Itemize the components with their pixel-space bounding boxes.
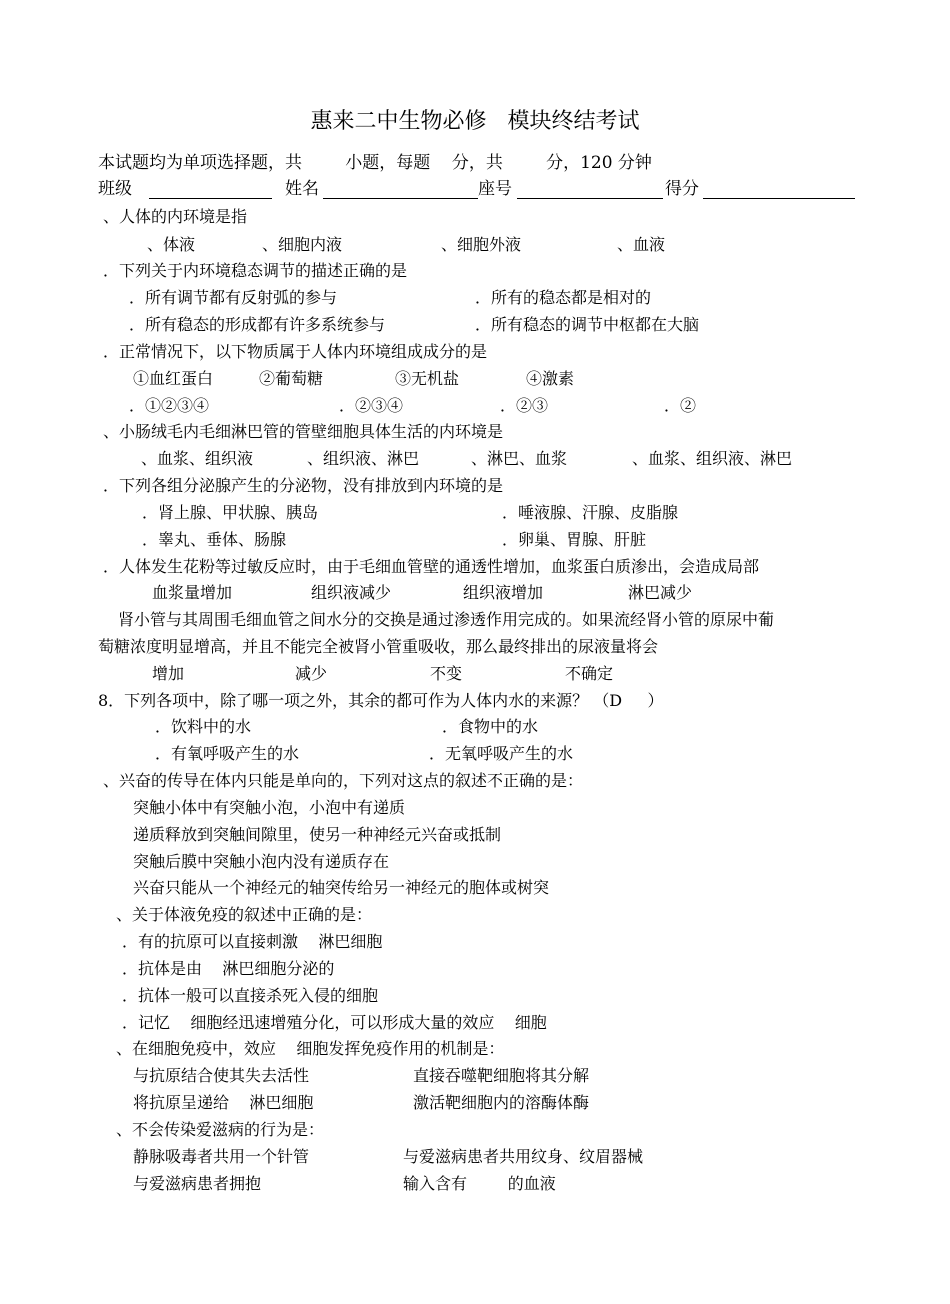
class-blank[interactable] xyxy=(149,198,272,199)
question-line: 与抗原结合使其失去活性 xyxy=(133,1066,310,1085)
question-line: ．①②③④ xyxy=(129,396,210,415)
question-line: 血浆量增加 xyxy=(152,583,233,602)
question-line: ．人体发生花粉等过敏反应时，由于毛细血管壁的通透性增加，血浆蛋白质渗出，会造成局部 xyxy=(103,557,760,576)
question-line: ．肾上腺、甲状腺、胰岛 xyxy=(142,503,319,522)
question-line: 、血液 xyxy=(617,235,666,254)
question-line: ．有的抗原可以直接刺激 淋巴细胞 xyxy=(122,932,383,951)
question-line: ．睾丸、垂体、肠腺 xyxy=(142,530,287,549)
question-line: 、不会传染爱滋病的行为是： xyxy=(116,1120,325,1139)
question-line: 直接吞噬靶细胞将其分解 xyxy=(413,1066,590,1085)
question-line: 、关于体液免疫的叙述中正确的是： xyxy=(116,905,373,924)
question-line: 递质释放到突触间隙里，使另一种神经元兴奋或抵制 xyxy=(133,825,502,844)
question-line: 与爱滋病患者拥抱 xyxy=(133,1174,262,1193)
question-line: ．所有的稳态都是相对的 xyxy=(475,288,652,307)
question-line: ．记忆 细胞经迅速增殖分化，可以形成大量的效应 细胞 xyxy=(122,1013,547,1032)
question-line: 、组织液、淋巴 xyxy=(307,449,420,468)
question-line: ．所有稳态的调节中枢都在大脑 xyxy=(475,315,700,334)
question-line: ．抗体一般可以直接杀死入侵的细胞 xyxy=(122,986,379,1005)
question-line: 、兴奋的传导在体内只能是单向的，下列对这点的叙述不正确的是： xyxy=(103,771,584,790)
question-line: 增加 xyxy=(152,664,185,683)
question-line: ．饮料中的水 xyxy=(155,717,252,736)
seat-blank[interactable] xyxy=(517,198,663,199)
question-line: 激活靶细胞内的溶酶体酶 xyxy=(413,1093,590,1112)
exam-instructions: 本试题均为单项选择题，共 小题，每题 分，共 分，120 分钟 xyxy=(98,153,652,173)
question-line: 将抗原呈递给 淋巴细胞 xyxy=(133,1093,314,1112)
question-line: 不变 xyxy=(430,664,463,683)
question-line: ③无机盐 xyxy=(395,369,460,388)
question-line: ．无氧呼吸产生的水 xyxy=(429,744,574,763)
question-line: 淋巴减少 xyxy=(628,583,693,602)
question-line: 、在细胞免疫中，效应 细胞发挥免疫作用的机制是： xyxy=(116,1039,505,1058)
question-line: ．下列各组分泌腺产生的分泌物，没有排放到内环境的是 xyxy=(103,476,504,495)
question-line: 、体液 xyxy=(147,235,196,254)
question-line: 输入含有 的血液 xyxy=(403,1174,556,1193)
question-line: ．下列关于内环境稳态调节的描述正确的是 xyxy=(103,261,408,280)
question-line: 不确定 xyxy=(565,664,614,683)
question-line: ②葡萄糖 xyxy=(259,369,324,388)
question-line: 兴奋只能从一个神经元的轴突传给另一神经元的胞体或树突 xyxy=(133,878,550,897)
question-line: 静脉吸毒者共用一个针管 xyxy=(133,1147,310,1166)
question-line: 、淋巴、血浆 xyxy=(471,449,568,468)
question-line: 、血浆、组织液、淋巴 xyxy=(632,449,793,468)
score-blank[interactable] xyxy=(703,198,855,199)
question-line: ．②③ xyxy=(500,396,549,415)
question-line: 萄糖浓度明显增高，并且不能完全被肾小管重吸收，那么最终排出的尿液量将会 xyxy=(98,637,659,656)
question-line: 与爱滋病患者共用纹身、纹眉器械 xyxy=(403,1147,644,1166)
question-line: ．卵巢、胃腺、肝脏 xyxy=(502,530,647,549)
question-line: 、人体的内环境是指 xyxy=(103,207,248,226)
question-line: 、细胞内液 xyxy=(262,235,343,254)
question-line: ．正常情况下，以下物质属于人体内环境组成成分的是 xyxy=(103,342,488,361)
question-line: 、血浆、组织液 xyxy=(141,449,254,468)
question-line: 、小肠绒毛内毛细淋巴管的管壁细胞具体生活的内环境是 xyxy=(103,422,504,441)
question-line: ．有氧呼吸产生的水 xyxy=(155,744,300,763)
question-line: 减少 xyxy=(295,664,328,683)
question-line: ．所有调节都有反射弧的参与 xyxy=(129,288,338,307)
class-label: 班级 xyxy=(98,179,132,199)
exam-title: 惠来二中生物必修 模块终结考试 xyxy=(310,109,640,134)
question-line: ．② xyxy=(664,396,697,415)
question-line: 突触小体中有突触小泡，小泡中有递质 xyxy=(133,798,406,817)
question-line: ．唾液腺、汗腺、皮脂腺 xyxy=(502,503,679,522)
question-line: 肾小管与其周围毛细血管之间水分的交换是通过渗透作用完成的。如果流经肾小管的原尿中葡 xyxy=(118,610,775,629)
question-line: ．所有稳态的形成都有许多系统参与 xyxy=(129,315,386,334)
question-line: ．食物中的水 xyxy=(442,717,539,736)
name-label: 姓名 xyxy=(285,179,319,199)
question-line: 8．下列各项中，除了哪一项之外，其余的都可作为人体内水的来源？ （D ） xyxy=(98,691,664,710)
question-line: ④激素 xyxy=(526,369,575,388)
question-line: ．②③④ xyxy=(339,396,404,415)
name-blank[interactable] xyxy=(323,198,478,199)
question-line: 组织液增加 xyxy=(463,583,544,602)
question-line: ．抗体是由 淋巴细胞分泌的 xyxy=(122,959,335,978)
question-line: 突触后膜中突触小泡内没有递质存在 xyxy=(133,852,390,871)
question-line: ①血红蛋白 xyxy=(133,369,214,388)
question-line: 、细胞外液 xyxy=(441,235,522,254)
score-label: 得分 xyxy=(665,179,699,199)
question-line: 组织液减少 xyxy=(311,583,392,602)
seat-label: 座号 xyxy=(478,179,512,199)
